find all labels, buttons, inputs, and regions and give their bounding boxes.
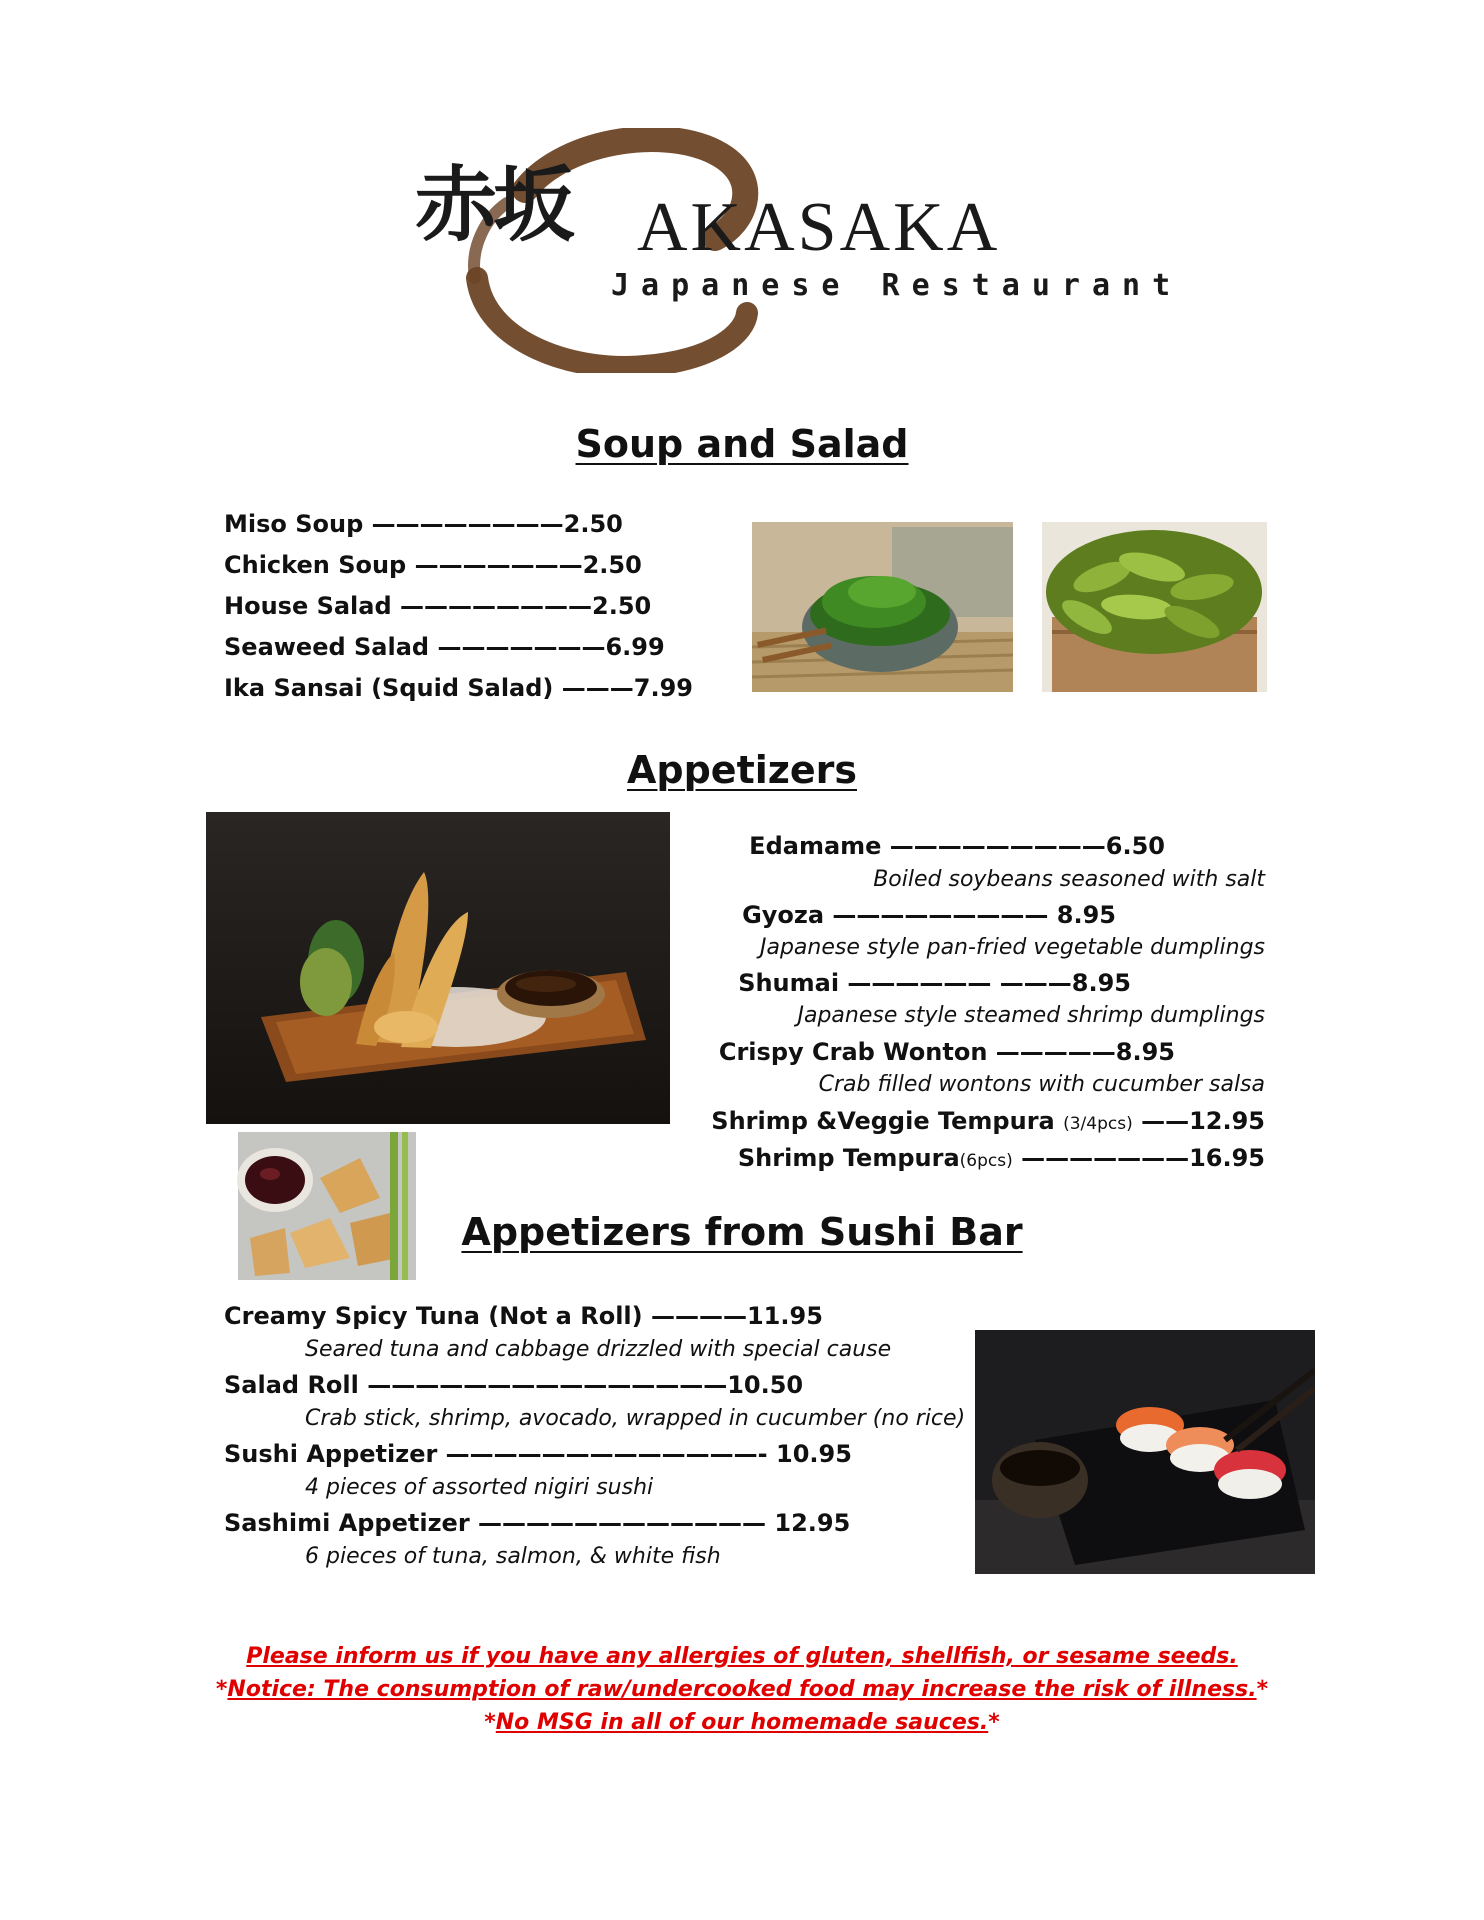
menu-item-gyoza: Gyoza ————————— 8.95 [742, 901, 1116, 929]
seaweed-salad-photo [752, 522, 1013, 692]
section-title-soup-salad: Soup and Salad [575, 422, 909, 466]
section-title-appetizers: Appetizers [626, 748, 858, 792]
menu-desc-shumai: Japanese style steamed shrimp dumplings [797, 1003, 1265, 1028]
menu-item-shrimp-tempura: Shrimp Tempura(6pcs) ———————16.95 [737, 1144, 1265, 1172]
menu-item-edamame: Edamame —————————6.50 [749, 832, 1165, 860]
menu-desc-sashimi-appetizer: 6 pieces of tuna, salmon, & white fish [305, 1544, 721, 1569]
menu-desc-crispy-crab-wonton: Crab filled wontons with cucumber salsa [818, 1072, 1265, 1097]
menu-item-creamy-spicy-tuna: Creamy Spicy Tuna (Not a Roll) ————11.95 [224, 1302, 823, 1330]
crab-wonton-photo [230, 1128, 430, 1284]
menu-item-shumai: Shumai —————— ———8.95 [738, 969, 1131, 997]
menu-item-seaweed-salad: Seaweed Salad ———————6.99 [224, 633, 665, 661]
menu-desc-sushi-appetizer: 4 pieces of assorted nigiri sushi [305, 1475, 654, 1500]
logo-name: AKASAKA [637, 189, 1001, 266]
menu-item-chicken-soup: Chicken Soup ———————2.50 [224, 551, 642, 579]
sushi-photo [975, 1330, 1315, 1574]
menu-desc-salad-roll: Crab stick, shrimp, avocado, wrapped in cucumber (no rice) [305, 1406, 966, 1431]
section-title-sushi-bar: Appetizers from Sushi Bar [461, 1210, 1023, 1254]
edamame-photo [1042, 522, 1267, 692]
menu-desc-creamy-spicy-tuna: Seared tuna and cabbage drizzled with special cause [305, 1337, 892, 1362]
logo-subtitle: Japanese Restaurant [611, 268, 1183, 303]
allergy-notice: Please inform us if you have any allergies of gluten, shellfish, or sesame seeds. [246, 1644, 1238, 1669]
menu-item-ika-sansai: Ika Sansai (Squid Salad) ———7.99 [224, 674, 693, 702]
msg-notice: *No MSG in all of our homemade sauces.* [484, 1710, 1000, 1735]
menu-desc-gyoza: Japanese style pan-fried vegetable dumplings [759, 935, 1265, 960]
logo-kanji: 赤坂 [415, 157, 572, 253]
menu-item-house-salad: House Salad ————————2.50 [224, 592, 652, 620]
restaurant-logo [415, 128, 1183, 373]
menu-item-crispy-crab-wonton: Crispy Crab Wonton —————8.95 [718, 1038, 1175, 1066]
tempura-photo [206, 812, 670, 1124]
menu-item-sushi-appetizer: Sushi Appetizer —————————————- 10.95 [224, 1440, 852, 1468]
menu-item-sashimi-appetizer: Sashimi Appetizer ———————————— 12.95 [224, 1509, 851, 1537]
menu-item-miso-soup: Miso Soup ————————2.50 [224, 510, 623, 538]
raw-food-notice: *Notice: The consumption of raw/undercooked food may increase the risk of illness.* [215, 1677, 1269, 1702]
menu-item-shrimp-veggie-tempura: Shrimp &Veggie Tempura (3/4pcs) ——12.95 [711, 1107, 1265, 1135]
menu-desc-edamame: Boiled soybeans seasoned with salt [873, 867, 1265, 892]
menu-item-salad-roll: Salad Roll ———————————————10.50 [224, 1371, 804, 1399]
